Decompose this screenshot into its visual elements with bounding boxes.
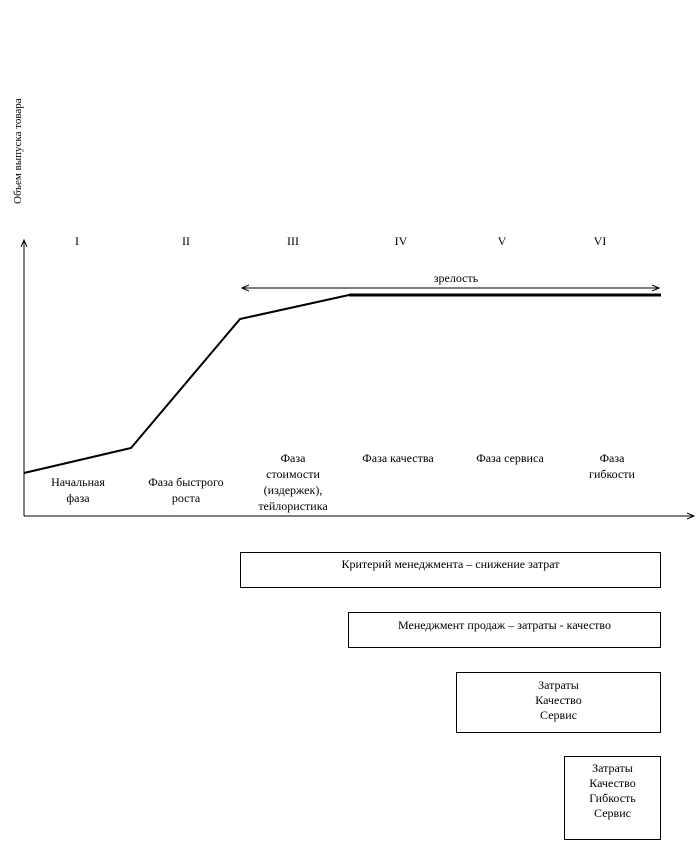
phase-roman-4: IV — [394, 234, 408, 248]
phase-name-5: Фаза сервиса — [476, 451, 544, 465]
phase-name-2: Фаза быстрого роста — [148, 475, 224, 505]
y-axis-label: Объем выпуска товара — [12, 98, 24, 204]
phase-name-1: Начальная фаза — [51, 475, 105, 505]
phase-name-3: Фаза стоимости (издержек), тейлористика — [258, 451, 328, 513]
phase-name-6: Фаза гибкости — [589, 451, 635, 481]
phase-roman-5: V — [497, 234, 507, 248]
box-sales-management: Менеджмент продаж – затраты - качество — [348, 612, 661, 648]
phase-roman-2: II — [182, 234, 190, 248]
phase-name-4: Фаза качества — [362, 451, 434, 465]
phase-roman-1: I — [75, 234, 79, 248]
phase-roman-3: III — [287, 234, 299, 248]
box-costs-quality-flexibility-service: Затраты Качество Гибкость Сервис — [564, 756, 661, 840]
growth-curve — [24, 295, 349, 473]
phase-roman-6: VI — [593, 234, 607, 248]
maturity-label: зрелость — [433, 271, 479, 285]
box-cost-reduction: Критерий менеджмента – снижение затрат — [240, 552, 661, 588]
box-costs-quality-service: Затраты Качество Сервис — [456, 672, 661, 733]
